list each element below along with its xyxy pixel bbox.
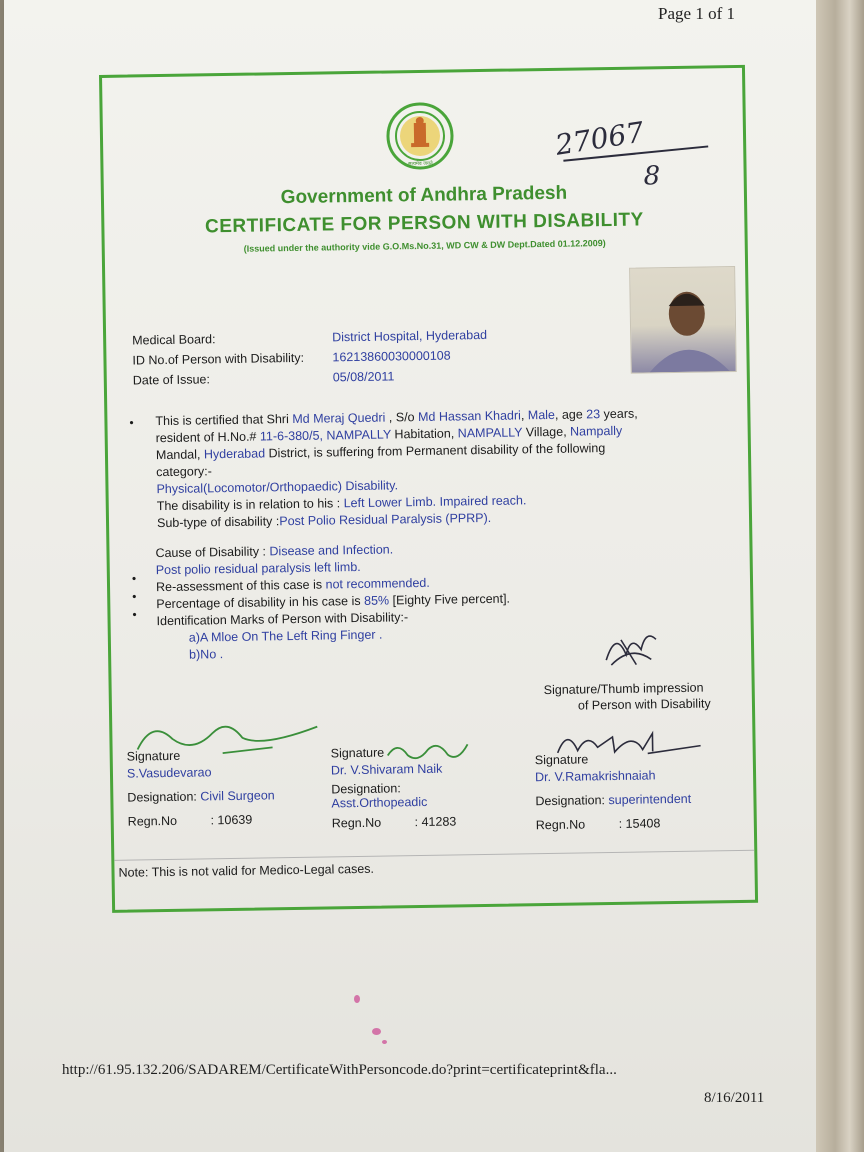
signature-label: Signature [534,752,589,768]
handwritten-number-2: 8 [643,161,661,192]
cause-detail: Post polio residual paralysis left limb. [155,559,361,578]
father-name: Md Hassan Khadri [417,408,521,425]
regn-value: : 41283 [414,814,457,830]
person-name: Md Meraj Quedri [292,410,386,427]
plastic-sleeve-edge [816,0,864,1152]
regn-label: Regn.No [535,817,586,833]
text: years, [603,406,638,422]
cause-label: Cause of Disability : [155,544,267,561]
percent-value: 85% [363,593,390,608]
person-photo [629,266,737,374]
medical-board-label: Medical Board: [132,332,216,348]
designation-label: Designation: [535,793,606,809]
mark-b: b)No . [189,647,224,662]
text: resident of H.No.# [155,429,257,446]
text: Habitation, [394,426,455,442]
house-number: 11-6-380/5, NAMPALLY [259,427,392,444]
regn-line [536,816,692,832]
mandal: Nampally [569,423,623,439]
handwritten-number: 27067 [553,115,647,162]
signatory-name: S.Vasudevarao [126,765,212,781]
district: Hyderabad [203,446,266,462]
ink-stain [372,1028,381,1035]
id-label: ID No.of Person with Disability: [132,350,305,368]
emblem-caption: सत्यमेव जयते [408,160,433,168]
thumb-signature-scrawl [601,624,662,675]
village: NAMPALLY [457,425,523,441]
bullet: • [132,607,137,622]
signatory-name: Dr. V.Ramakrishnaiah [534,768,656,785]
subtype-value: Post Polio Residual Paralysis (PPRP). [279,510,492,529]
government-title: Government of Andhra Pradesh [280,182,568,209]
signature-label: Signature [126,748,181,764]
mark-a: a)A Mloe On The Left Ring Finger . [188,627,383,645]
gender: Male [527,407,556,423]
text: , age [554,407,583,422]
page-number: Page 1 of 1 [658,4,735,23]
age: 23 [586,407,601,422]
designation-line [127,788,275,804]
certificate-frame [99,65,758,913]
note-divider [114,850,754,861]
percent-words: [Eighty Five percent]. [392,591,511,608]
relation-label: The disability is in relation to his : [156,496,341,514]
certificate-title: CERTIFICATE FOR PERSON WITH DISABILITY [204,209,644,238]
regn-value: : 10639 [210,812,253,828]
text: , S/o [388,410,415,425]
disability-category: Physical(Locomotor/Orthopaedic) Disability. [156,478,399,497]
text: Mandal, [155,447,201,463]
regn-value: : 15408 [618,816,661,831]
line-marks: Identification Marks of Person with Disability:- [156,610,409,629]
bullet: • [129,415,134,430]
designation-value: Asst.Orthopeadic [331,794,428,811]
signatory-3 [535,751,692,832]
date-value: 05/08/2011 [332,369,395,385]
text: District, is suffering from Permanent disability of the following [268,441,606,461]
authority-line: (Issued under the authority vide G.O.Ms.No.31, WD CW & DW Dept.Dated 01.12.2009) [243,238,606,254]
signatory-name: Dr. V.Shivaram Naik [330,761,443,778]
reassess-value: not recommended. [325,575,430,592]
document-page [4,0,830,1152]
ink-stain [382,1040,387,1044]
footer-date: 8/16/2011 [704,1090,765,1106]
legal-note: Note: This is not valid for Medico-Legal cases. [118,861,375,880]
footer-url: http://61.95.132.206/SADAREM/CertificateWithPersoncode.do?print=certificateprint&fla... [62,1062,617,1078]
percent-label: Percentage of disability in his case is [156,593,361,612]
thumb-label-1: Signature/Thumb impression [543,680,704,698]
designation-value: superintendent [608,791,692,808]
regn-line [128,812,276,828]
designation-label: Designation: [331,781,401,797]
date-label: Date of Issue: [132,372,211,388]
relation-value: Left Lower Limb. Impaired reach. [343,493,527,511]
text: This is certified that Shri [155,412,289,429]
signatory-2 [331,744,457,830]
designation-line [535,792,691,808]
id-value: 16213860030000108 [332,348,451,365]
cause-value: Disease and Infection. [269,542,394,559]
text: Village, [525,424,567,440]
bullet: • [131,571,137,586]
regn-line [332,814,457,830]
signatory-1 [127,747,276,828]
subtype-label: Sub-type of disability : [156,514,280,531]
designation-label: Designation: [127,789,197,805]
regn-label: Regn.No [331,815,382,831]
medical-board-value: District Hospital, Hyderabad [332,327,488,345]
designation-value: Civil Surgeon [200,788,275,804]
text: , [520,408,525,423]
thumb-label-2: of Person with Disability [577,696,711,713]
line-4: category:- [156,464,212,480]
bullet: • [132,589,137,604]
reassess-label: Re-assessment of this case is [155,577,323,595]
state-emblem-icon [384,100,455,171]
ink-stain [354,995,360,1003]
regn-label: Regn.No [127,813,178,829]
signature-label: Signature [330,745,385,761]
